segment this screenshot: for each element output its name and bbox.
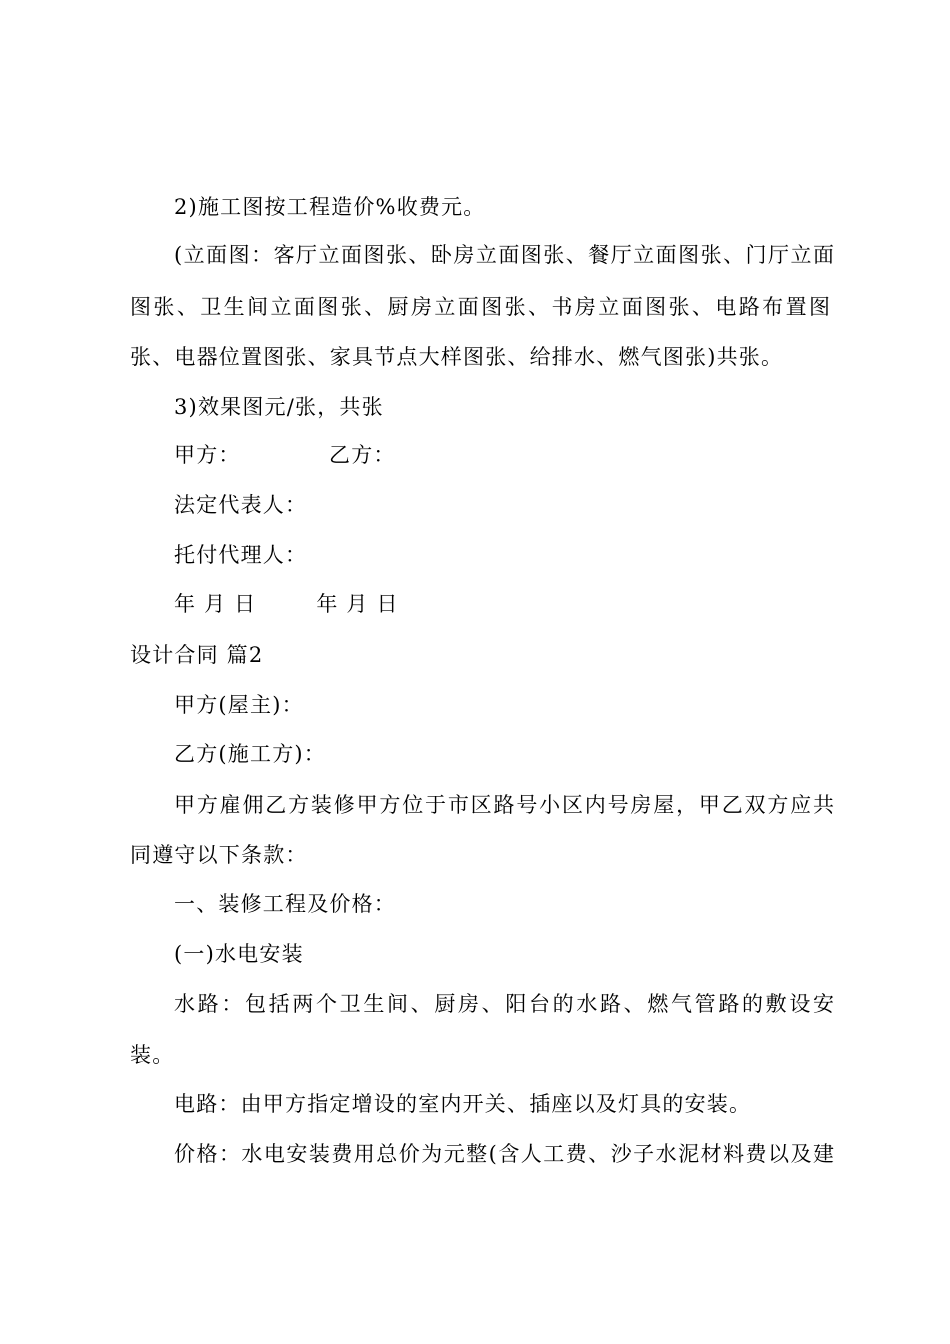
paragraph-plumbing-line-1: 水路：包括两个卫生间、厨房、阳台的水路、燃气管路的敷设安 <box>174 992 834 1016</box>
paragraph-price: 价格：水电安装费用总价为元整(含人工费、沙子水泥材料费以及建 <box>174 1142 834 1166</box>
paragraph-elevation-drawings-line-3: 张、电器位置图张、家具节点大样图张、给排水、燃气图张)共张。 <box>130 345 784 369</box>
section-heading: 设计合同 篇2 <box>130 643 264 667</box>
paragraph-construction-drawing-fee: 2)施工图按工程造价%收费元。 <box>174 195 486 219</box>
party-a-owner-label: 甲方(屋主)： <box>174 693 304 717</box>
party-a-label: 甲方： <box>174 443 241 467</box>
legal-representative-label: 法定代表人： <box>174 493 308 517</box>
paragraph-elevation-drawings-line-2: 图张、卫生间立面图张、厨房立面图张、书房立面图张、电路布置图 <box>130 295 830 319</box>
clause-heading-works-and-price: 一、装修工程及价格： <box>174 892 396 916</box>
date-party-b: 年 月 日 <box>316 592 399 616</box>
paragraph-employment-line-2: 同遵守以下条款： <box>130 843 308 867</box>
clause-subheading-plumbing-electrical: (一)水电安装 <box>174 942 304 966</box>
paragraph-employment-line-1: 甲方雇佣乙方装修甲方位于市区路号小区内号房屋，甲乙双方应共 <box>174 793 834 817</box>
paragraph-elevation-drawings-line-1: (立面图：客厅立面图张、卧房立面图张、餐厅立面图张、门厅立面 <box>174 243 834 267</box>
paragraph-plumbing-line-2: 装。 <box>130 1043 175 1067</box>
date-party-a: 年 月 日 <box>174 592 257 616</box>
signature-parties-row <box>174 441 834 469</box>
paragraph-electrical: 电路：由甲方指定增设的室内开关、插座以及灯具的安装。 <box>174 1092 752 1116</box>
party-b-label: 乙方： <box>329 443 396 467</box>
party-b-contractor-label: 乙方(施工方)： <box>174 742 326 766</box>
authorized-agent-label: 托付代理人： <box>174 543 308 567</box>
signature-dates-row <box>174 590 834 618</box>
paragraph-rendering-fee: 3)效果图元/张，共张 <box>174 395 384 419</box>
